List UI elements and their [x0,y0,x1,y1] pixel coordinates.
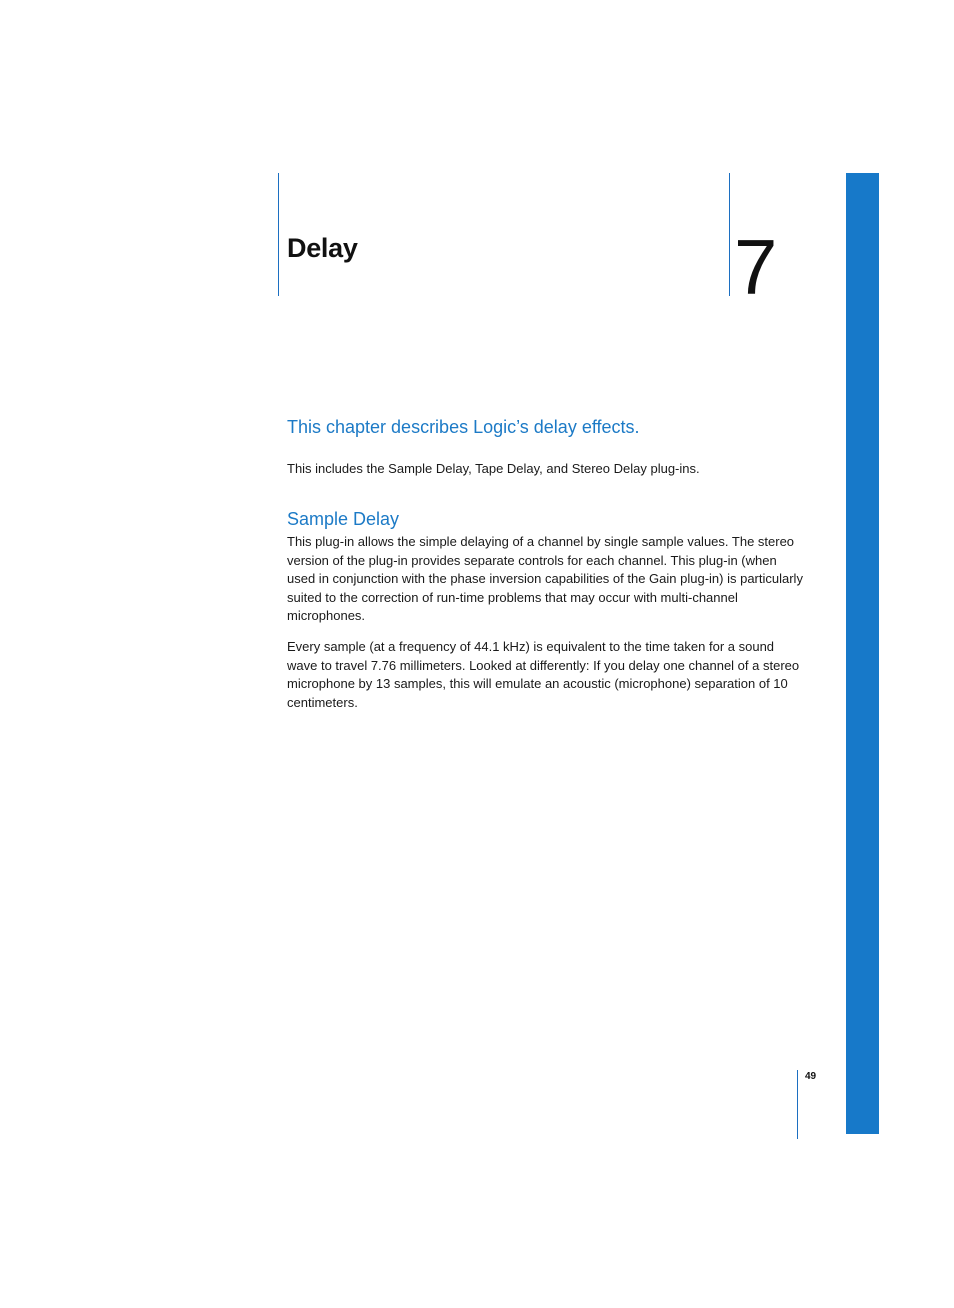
page-number: 49 [805,1071,817,1082]
intro-heading: This chapter describes Logic’s delay effects. [287,417,640,437]
chapter-number: 7 [734,223,778,311]
section-heading: Sample Delay [287,509,400,529]
chapter-side-tab [846,173,879,1134]
body-paragraph: Every sample (at a frequency of 44.1 kHz) is equivalent to the time taken for a sound wave to travel 7.76 millimeters. Looked at differently: If you delay one channel of a stereo microphone by 13 samples, this will emulate an acoustic (microphone) separation of 10 centimeters. [287,639,800,710]
body-paragraph: This plug-in allows the simple delaying of a channel by single sample values. The stereo version of the plug-in provides separate controls for each channel. This plug-in (when used in conjunction with the phase inversion capabilities of the Gain plug-in) is particularly suited to the correction of run-time problems that may occur with multi-channel microphones. [287,534,803,623]
title-left-rule [278,173,279,296]
chapter-number-rule [729,173,730,296]
chapter-title: Delay [287,233,358,263]
page-number-rule [797,1070,798,1139]
intro-text: This includes the Sample Delay, Tape Delay, and Stereo Delay plug-ins. [287,461,700,476]
